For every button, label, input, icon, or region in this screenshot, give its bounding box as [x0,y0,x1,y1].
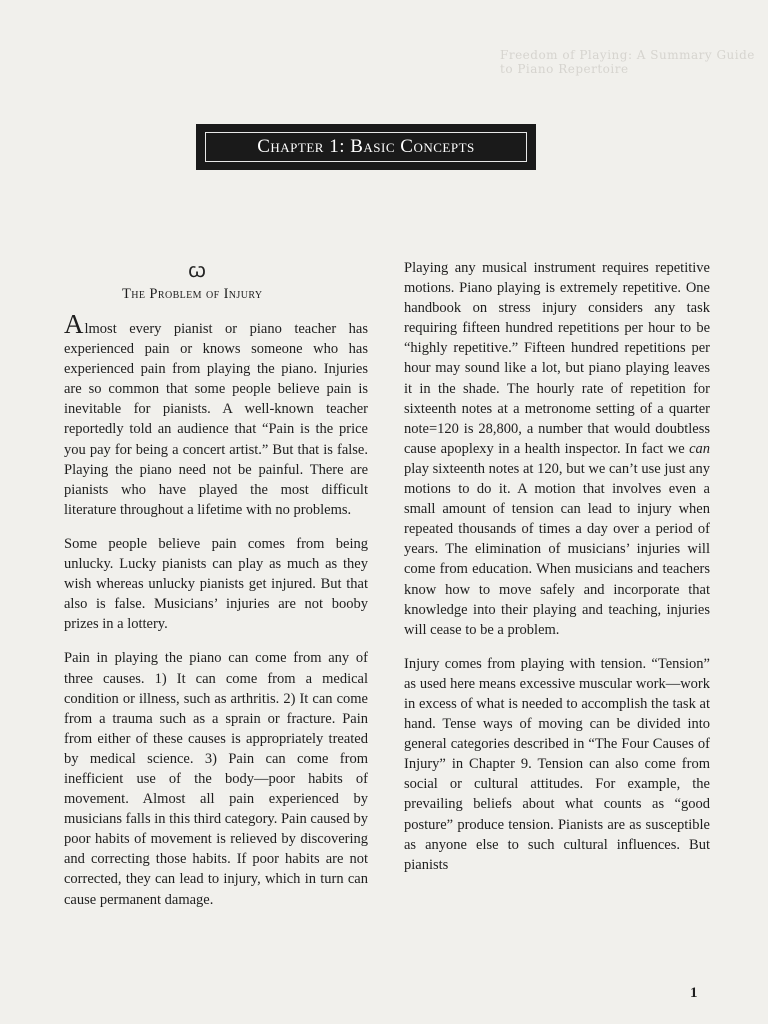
paragraph [64,309,368,520]
chapter-title: Chapter 1: Basic Concepts [257,136,475,157]
right-column [404,258,710,889]
paragraph [404,258,710,640]
bleed-through-header: Freedom of Playing: A Summary Guide to Piano Repertoire [500,48,755,76]
ornament-icon: ꞷ [188,258,207,282]
emphasis: can [689,440,710,457]
paragraph: Some people believe pain comes from being unlucky. Lucky pianists can play as much as they wish whereas unlucky pianists get injured. But that also is false. Musicians’ injuries are not booby prizes in a lottery. [64,535,368,633]
paragraph: Pain in playing the piano can come from any of three causes. 1) It can come from a medical condition or illness, such as arthritis. 2) It can come from a trauma such as a sprain or fracture. Pain from either of these causes is appropriately treated by medical science. 3) Pain can come from inefficient use of the body—poor habits of movement. Almost all pain experienced by musicians falls in this third category. Pain caused by poor habits of movement is relieved by discovering and correcting those habits. If poor habits are not corrected, they can lead to injury, which in turn can cause permanent damage. [64,650,368,908]
drop-cap: A [64,309,84,339]
paragraph-text: lmost every pianist or piano teacher has experienced pain or knows someone who has experienced pain from playing the piano. Injuries are so common that some people believe pain is inevitable for pianists. A well-known teacher reportedly told an audience that “Pain is the price you pay for being a concert artist.” But that is false. Playing the piano need not be painful. There are pianists who have played the most difficult literature throughout a lifetime with no problems. [64,321,368,518]
paragraph-text: Playing any musical instrument requires repetitive motions. Piano playing is extremely repetitive. One handbook on stress injury considers any task requiring fifteen hundred repetitions per hour to be “highly repetitive.” Fifteen hundred repetitions per hour may sound like a lot, but piano playing leaves it in the shade. The hourly rate of repetition for sixteenth notes at a metronome setting of a quarter note=120 is 28,800, a number that would doubtless cause apoplexy in a health inspector. In fact we [404,260,710,457]
paragraph: Injury comes from playing with tension. “Tension” as used here means excessive muscular work—work in excess of what is needed to accomplish the task at hand. Tense ways of moving can be divided into general categories described in “The Four Causes of Injury” in Chapter 9. Tension can also come from social or cultural attitudes. For example, the prevailing beliefs about what counts as “good posture” produce tension. Pianists are as susceptible as anyone else to such cultural influences. But pianists [404,655,710,873]
paragraph-text: play sixteenth notes at 120, but we can’t use just any motions to do it. A motion that involves even a small amount of tension can lead to injury when repeated thousands of times a day over a period of years. The elimination of musicians’ injuries will come from education. When musicians and teachers know how to move safely and incorporate that knowledge into their playing and teaching, injuries will cease to be a problem. [404,460,710,638]
left-column [64,309,368,924]
chapter-heading-inner-frame [205,132,527,162]
chapter-heading-box [196,124,536,170]
page-number: 1 [690,985,698,1001]
section-title: The Problem of Injury [122,286,263,302]
